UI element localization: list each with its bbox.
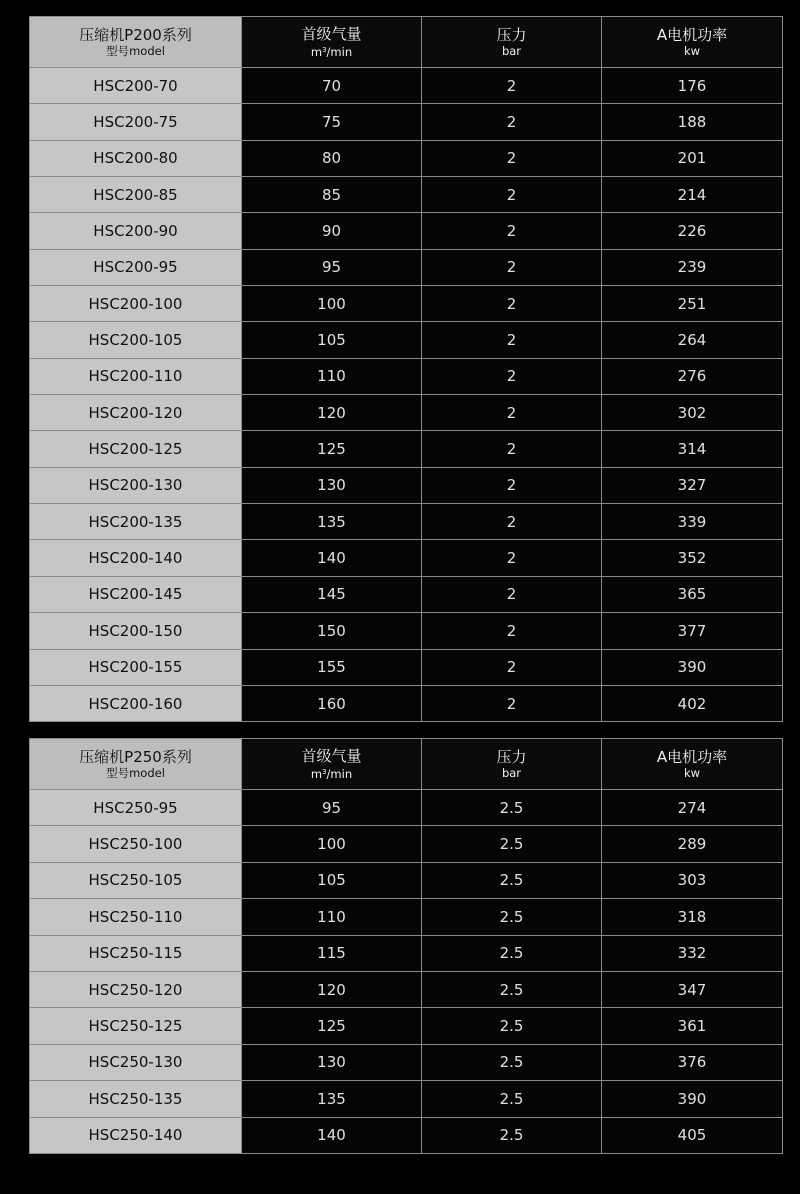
power-unit: kw [683,766,701,780]
model-cell: HSC250-95 [30,790,242,826]
model-cell: HSC200-140 [30,540,242,576]
flow-cell: 140 [242,540,422,576]
table-row [30,104,783,140]
pressure-cell: 2 [422,140,602,176]
flow-cell: 70 [242,68,422,104]
flow-cell: 105 [242,862,422,898]
table-row [30,1081,783,1117]
model-column-header [30,17,242,68]
flow-cell: 75 [242,104,422,140]
power-cell: 332 [602,935,783,971]
power-cell: 318 [602,899,783,935]
pressure-cell: 2 [422,649,602,685]
flow-unit: $m^3/\min$ [310,45,353,59]
model-cell: HSC200-160 [30,685,242,721]
power-cell: 361 [602,1008,783,1044]
model-cell: HSC200-85 [30,177,242,213]
power-cell: 188 [602,104,783,140]
table-row [30,1044,783,1080]
model-cell: HSC250-140 [30,1117,242,1153]
pressure-title: 压力 [496,26,527,44]
flow-column-header [242,739,422,790]
table-row [30,431,783,467]
model-cell: HSC200-130 [30,467,242,503]
table-row [30,685,783,721]
flow-cell: 100 [242,826,422,862]
spec-table-p250 [29,738,783,1154]
flow-cell: 110 [242,899,422,935]
table-row [30,1117,783,1153]
power-cell: 176 [602,68,783,104]
pressure-title: 压力 [496,748,527,766]
pressure-cell: 2.5 [422,1081,602,1117]
power-cell: 390 [602,649,783,685]
model-column-header [30,739,242,790]
flow-cell: 125 [242,431,422,467]
power-cell: 402 [602,685,783,721]
model-cell: HSC200-125 [30,431,242,467]
table-row [30,358,783,394]
pressure-cell: 2 [422,322,602,358]
table-row [30,540,783,576]
model-label: 型号model [106,44,165,58]
flow-title: 首级气量 [301,25,362,43]
table-row [30,862,783,898]
flow-cell: 160 [242,685,422,721]
table-row [30,68,783,104]
model-cell: HSC200-155 [30,649,242,685]
pressure-cell: 2 [422,540,602,576]
model-cell: HSC200-80 [30,140,242,176]
flow-cell: 115 [242,935,422,971]
power-cell: 289 [602,826,783,862]
table-row [30,140,783,176]
table-row [30,467,783,503]
flow-cell: 110 [242,358,422,394]
table-row [30,177,783,213]
pressure-cell: 2.5 [422,790,602,826]
pressure-cell: 2 [422,286,602,322]
pressure-cell: 2.5 [422,935,602,971]
table-header-row [30,17,783,68]
flow-cell: 130 [242,467,422,503]
table-row [30,613,783,649]
flow-cell: 120 [242,395,422,431]
flow-cell: 95 [242,249,422,285]
pressure-cell: 2 [422,249,602,285]
power-unit: kw [683,44,701,58]
flow-cell: 125 [242,1008,422,1044]
pressure-unit: bar [501,766,522,780]
table-row [30,899,783,935]
flow-cell: 85 [242,177,422,213]
series-title: 压缩机P250系列 [79,748,192,766]
flow-cell: 80 [242,140,422,176]
pressure-cell: 2 [422,104,602,140]
power-cell: 347 [602,971,783,1007]
flow-cell: 140 [242,1117,422,1153]
power-cell: 274 [602,790,783,826]
table-header-row [30,739,783,790]
power-cell: 276 [602,358,783,394]
flow-cell: 135 [242,504,422,540]
table-row [30,1008,783,1044]
model-cell: HSC250-125 [30,1008,242,1044]
model-cell: HSC200-75 [30,104,242,140]
power-cell: 339 [602,504,783,540]
pressure-cell: 2 [422,467,602,503]
model-cell: HSC250-105 [30,862,242,898]
pressure-column-header [422,739,602,790]
power-cell: 365 [602,576,783,612]
table-row [30,322,783,358]
pressure-cell: 2 [422,177,602,213]
series-title: 压缩机P200系列 [79,26,192,44]
flow-cell: 135 [242,1081,422,1117]
power-title: A电机功率 [656,26,728,44]
power-cell: 314 [602,431,783,467]
flow-cell: 130 [242,1044,422,1080]
table-row [30,576,783,612]
model-cell: HSC200-120 [30,395,242,431]
power-cell: 377 [602,613,783,649]
power-cell: 303 [602,862,783,898]
power-cell: 201 [602,140,783,176]
flow-column-header [242,17,422,68]
power-cell: 264 [602,322,783,358]
model-cell: HSC250-100 [30,826,242,862]
flow-cell: 105 [242,322,422,358]
model-cell: HSC250-115 [30,935,242,971]
model-cell: HSC200-70 [30,68,242,104]
model-label: 型号model [106,766,165,780]
table-row [30,790,783,826]
model-cell: HSC200-145 [30,576,242,612]
pressure-cell: 2.5 [422,1008,602,1044]
flow-cell: 150 [242,613,422,649]
model-cell: HSC250-135 [30,1081,242,1117]
pressure-cell: 2 [422,576,602,612]
power-cell: 390 [602,1081,783,1117]
model-cell: HSC200-105 [30,322,242,358]
model-cell: HSC200-135 [30,504,242,540]
table-row [30,649,783,685]
pressure-cell: 2 [422,685,602,721]
power-cell: 327 [602,467,783,503]
flow-cell: 90 [242,213,422,249]
pressure-cell: 2.5 [422,1044,602,1080]
pressure-cell: 2 [422,213,602,249]
pressure-cell: 2 [422,395,602,431]
model-cell: HSC200-110 [30,358,242,394]
table-row [30,504,783,540]
model-cell: HSC200-150 [30,613,242,649]
pressure-cell: 2 [422,504,602,540]
power-cell: 302 [602,395,783,431]
power-cell: 226 [602,213,783,249]
spec-table-p200 [29,16,783,722]
table-row [30,213,783,249]
table-row [30,395,783,431]
model-cell: HSC200-90 [30,213,242,249]
table-row [30,935,783,971]
pressure-cell: 2 [422,613,602,649]
flow-cell: 120 [242,971,422,1007]
flow-unit: $m^3/\min$ [310,767,353,781]
power-title: A电机功率 [656,748,728,766]
pressure-cell: 2.5 [422,899,602,935]
model-cell: HSC250-120 [30,971,242,1007]
power-column-header [602,739,783,790]
flow-cell: 100 [242,286,422,322]
model-cell: HSC200-95 [30,249,242,285]
power-cell: 239 [602,249,783,285]
pressure-cell: 2 [422,431,602,467]
pressure-cell: 2 [422,358,602,394]
flow-title: 首级气量 [301,747,362,765]
table-row [30,249,783,285]
pressure-cell: 2 [422,68,602,104]
power-cell: 251 [602,286,783,322]
table-row [30,971,783,1007]
power-cell: 405 [602,1117,783,1153]
power-cell: 352 [602,540,783,576]
power-column-header [602,17,783,68]
model-cell: HSC250-110 [30,899,242,935]
table-row [30,826,783,862]
pressure-column-header [422,17,602,68]
flow-cell: 95 [242,790,422,826]
pressure-cell: 2.5 [422,1117,602,1153]
power-cell: 214 [602,177,783,213]
table-row [30,286,783,322]
pressure-cell: 2.5 [422,826,602,862]
model-cell: HSC200-100 [30,286,242,322]
power-cell: 376 [602,1044,783,1080]
flow-cell: 155 [242,649,422,685]
model-cell: HSC250-130 [30,1044,242,1080]
pressure-cell: 2.5 [422,971,602,1007]
pressure-cell: 2.5 [422,862,602,898]
pressure-unit: bar [501,44,522,58]
flow-cell: 145 [242,576,422,612]
